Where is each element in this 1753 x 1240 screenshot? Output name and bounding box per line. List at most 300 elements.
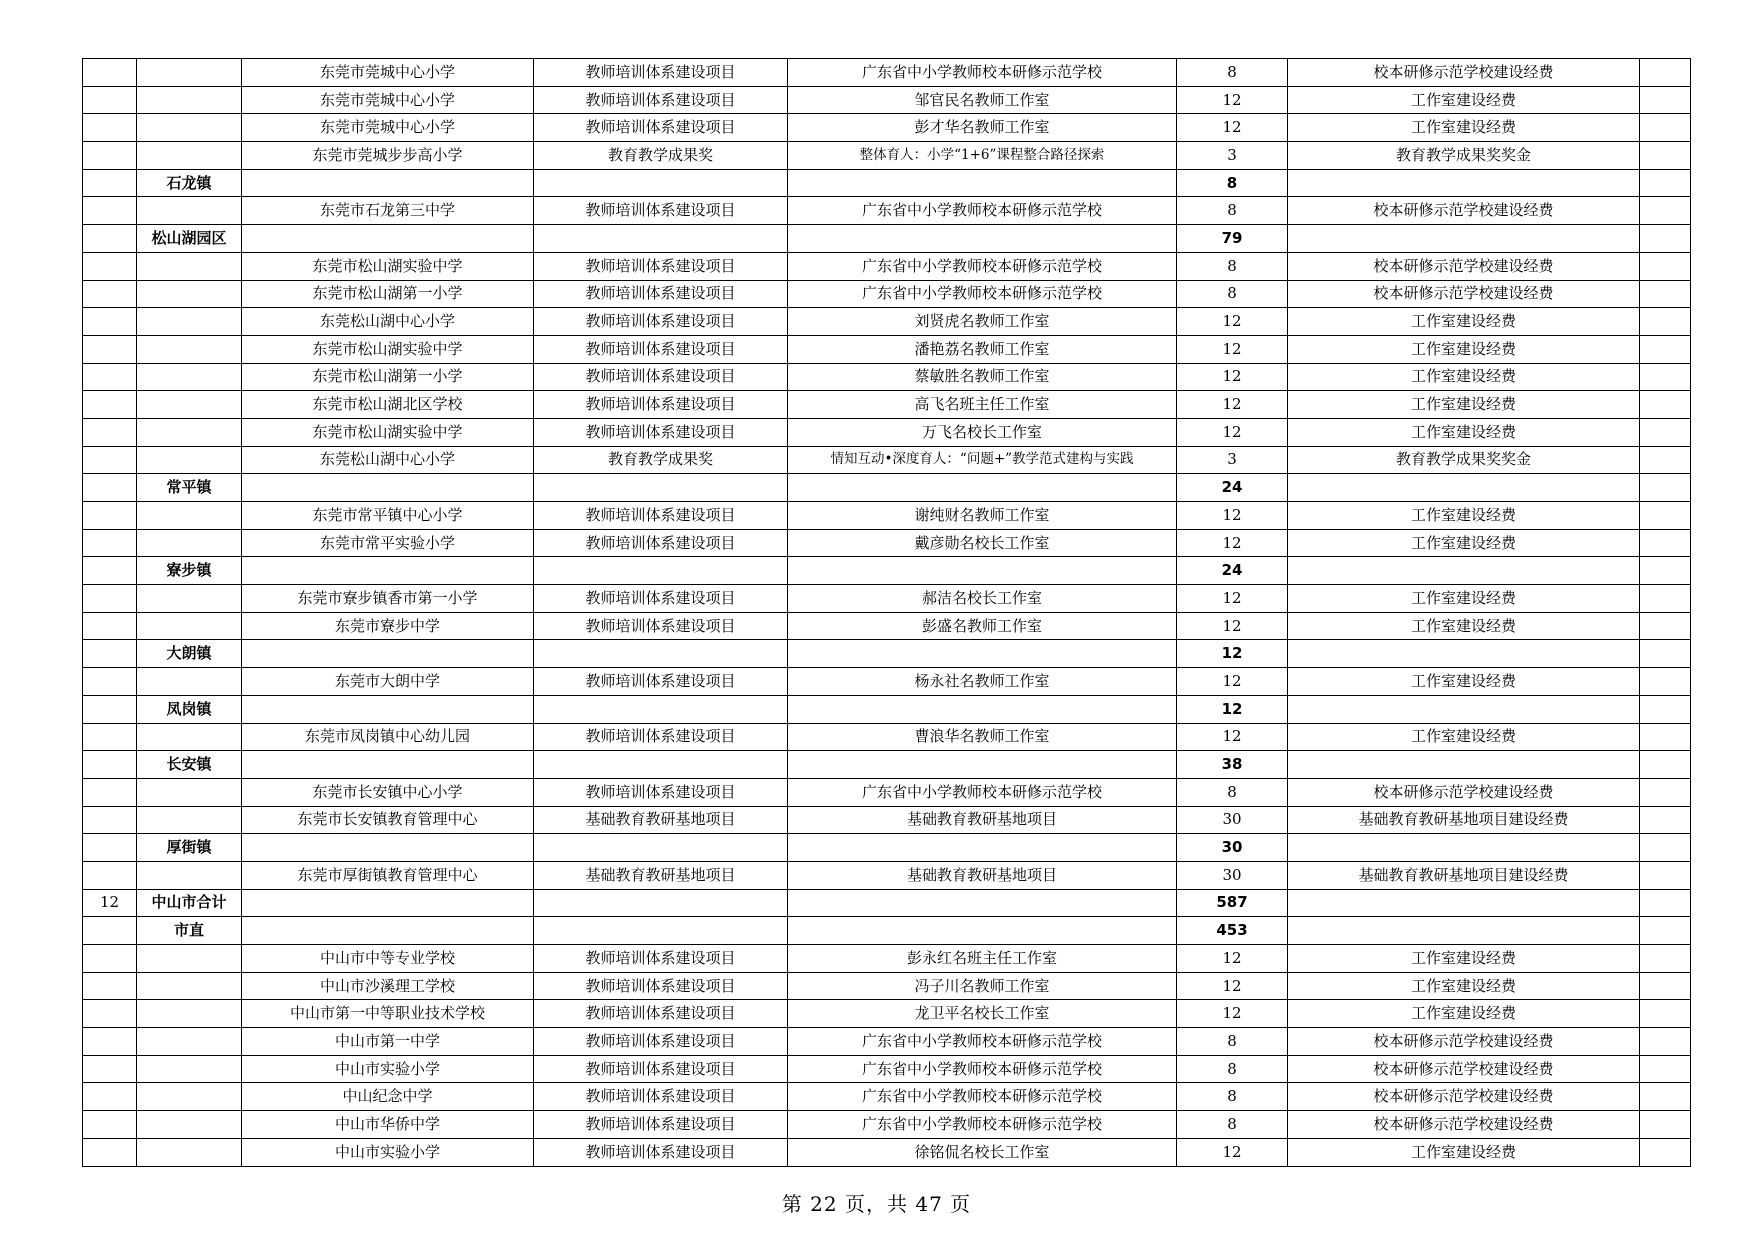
remark-cell: [1640, 225, 1691, 253]
table-row: [83, 945, 1691, 973]
project-type-cell: 教师培训体系建设项目: [534, 1111, 788, 1139]
table-row: [83, 86, 1691, 114]
amount-cell: 8: [1177, 1111, 1288, 1139]
table-row: [83, 585, 1691, 613]
project-name-cell: 徐铭侃名校长工作室: [788, 1138, 1177, 1166]
project-name-cell: [788, 557, 1177, 585]
school-cell: [242, 557, 534, 585]
region-cell: 石龙镇: [137, 169, 242, 197]
amount-cell: 8: [1177, 252, 1288, 280]
project-name-cell: [788, 640, 1177, 668]
project-type-cell: 基础教育教研基地项目: [534, 806, 788, 834]
school-cell: 中山市中等专业学校: [242, 945, 534, 973]
table-row: [83, 391, 1691, 419]
region-cell: [137, 1111, 242, 1139]
amount-cell: 30: [1177, 806, 1288, 834]
school-cell: 东莞市石龙第三中学: [242, 197, 534, 225]
project-type-cell: 教师培训体系建设项目: [534, 1055, 788, 1083]
seq-cell: [83, 197, 137, 225]
seq-cell: [83, 861, 137, 889]
table-row: [83, 1055, 1691, 1083]
region-cell: 寮步镇: [137, 557, 242, 585]
table-row: [83, 308, 1691, 336]
project-name-cell: 蔡敏胜名教师工作室: [788, 363, 1177, 391]
subtotal-row: [83, 169, 1691, 197]
project-type-cell: 教师培训体系建设项目: [534, 668, 788, 696]
subtotal-row: [83, 751, 1691, 779]
region-cell: [137, 1083, 242, 1111]
project-name-cell: 杨永社名教师工作室: [788, 668, 1177, 696]
table-row: [83, 197, 1691, 225]
fund-use-cell: 校本研修示范学校建设经费: [1288, 252, 1640, 280]
region-cell: [137, 972, 242, 1000]
project-type-cell: 教师培训体系建设项目: [534, 778, 788, 806]
seq-cell: [83, 252, 137, 280]
amount-cell: 12: [1177, 335, 1288, 363]
amount-cell: 12: [1177, 585, 1288, 613]
table-row: [83, 1111, 1691, 1139]
region-cell: [137, 585, 242, 613]
fund-use-cell: 校本研修示范学校建设经费: [1288, 778, 1640, 806]
fund-use-cell: [1288, 917, 1640, 945]
project-type-cell: 教师培训体系建设项目: [534, 585, 788, 613]
school-cell: [242, 225, 534, 253]
amount-cell: 8: [1177, 169, 1288, 197]
project-type-cell: 教师培训体系建设项目: [534, 335, 788, 363]
school-cell: 东莞市松山湖实验中学: [242, 252, 534, 280]
project-type-cell: [534, 640, 788, 668]
fund-use-cell: [1288, 169, 1640, 197]
region-cell: [137, 142, 242, 170]
amount-cell: 12: [1177, 668, 1288, 696]
amount-cell: 8: [1177, 1055, 1288, 1083]
region-cell: [137, 723, 242, 751]
school-cell: 中山市第一中等职业技术学校: [242, 1000, 534, 1028]
school-cell: [242, 834, 534, 862]
seq-cell: [83, 834, 137, 862]
region-cell: [137, 363, 242, 391]
school-cell: 东莞市松山湖第一小学: [242, 280, 534, 308]
project-name-cell: 冯子川名教师工作室: [788, 972, 1177, 1000]
table-row: [83, 363, 1691, 391]
project-type-cell: [534, 557, 788, 585]
table-row: [83, 1138, 1691, 1166]
fund-use-cell: 校本研修示范学校建设经费: [1288, 59, 1640, 87]
region-cell: [137, 806, 242, 834]
remark-cell: [1640, 86, 1691, 114]
remark-cell: [1640, 585, 1691, 613]
project-name-cell: [788, 751, 1177, 779]
seq-cell: [83, 86, 137, 114]
amount-cell: 12: [1177, 114, 1288, 142]
project-type-cell: 教师培训体系建设项目: [534, 418, 788, 446]
amount-cell: 12: [1177, 612, 1288, 640]
amount-cell: 30: [1177, 834, 1288, 862]
project-name-cell: 万飞名校长工作室: [788, 418, 1177, 446]
project-name-cell: 龙卫平名校长工作室: [788, 1000, 1177, 1028]
table-row: [83, 252, 1691, 280]
fund-use-cell: 工作室建设经费: [1288, 945, 1640, 973]
region-cell: 松山湖园区: [137, 225, 242, 253]
project-type-cell: [534, 474, 788, 502]
seq-cell: [83, 585, 137, 613]
amount-cell: 12: [1177, 308, 1288, 336]
school-cell: [242, 169, 534, 197]
amount-cell: 12: [1177, 972, 1288, 1000]
project-type-cell: [534, 695, 788, 723]
project-type-cell: [534, 917, 788, 945]
seq-cell: [83, 945, 137, 973]
seq-cell: [83, 557, 137, 585]
table-body: [83, 59, 1691, 1167]
region-cell: [137, 114, 242, 142]
amount-cell: 8: [1177, 1083, 1288, 1111]
project-type-cell: [534, 889, 788, 917]
project-type-cell: 教师培训体系建设项目: [534, 1083, 788, 1111]
fund-use-cell: 校本研修示范学校建设经费: [1288, 1111, 1640, 1139]
fund-use-cell: 工作室建设经费: [1288, 1000, 1640, 1028]
project-name-cell: 基础教育教研基地项目: [788, 806, 1177, 834]
seq-cell: [83, 363, 137, 391]
fund-use-cell: 工作室建设经费: [1288, 391, 1640, 419]
seq-cell: [83, 169, 137, 197]
region-cell: [137, 502, 242, 530]
region-cell: 大朗镇: [137, 640, 242, 668]
region-cell: [137, 668, 242, 696]
project-type-cell: 教师培训体系建设项目: [534, 1028, 788, 1056]
amount-cell: 453: [1177, 917, 1288, 945]
fund-use-cell: 工作室建设经费: [1288, 723, 1640, 751]
region-cell: [137, 1055, 242, 1083]
fund-use-cell: 工作室建设经费: [1288, 1138, 1640, 1166]
remark-cell: [1640, 917, 1691, 945]
fund-use-cell: 教育教学成果奖奖金: [1288, 446, 1640, 474]
remark-cell: [1640, 59, 1691, 87]
project-type-cell: [534, 169, 788, 197]
project-name-cell: 基础教育教研基地项目: [788, 861, 1177, 889]
region-cell: 长安镇: [137, 751, 242, 779]
fund-use-cell: [1288, 640, 1640, 668]
table-row: [83, 972, 1691, 1000]
project-type-cell: 教师培训体系建设项目: [534, 972, 788, 1000]
project-name-cell: 戴彦勋名校长工作室: [788, 529, 1177, 557]
seq-cell: [83, 308, 137, 336]
table-row: [83, 806, 1691, 834]
amount-cell: 12: [1177, 529, 1288, 557]
project-name-cell: [788, 474, 1177, 502]
subtotal-row: [83, 474, 1691, 502]
project-type-cell: 教师培训体系建设项目: [534, 723, 788, 751]
project-name-cell: 广东省中小学教师校本研修示范学校: [788, 1111, 1177, 1139]
region-cell: 中山市合计: [137, 889, 242, 917]
project-name-cell: 情知互动•深度育人：“问题+”教学范式建构与实践: [788, 446, 1177, 474]
project-type-cell: 教师培训体系建设项目: [534, 59, 788, 87]
seq-cell: [83, 446, 137, 474]
amount-cell: 12: [1177, 86, 1288, 114]
fund-use-cell: 工作室建设经费: [1288, 529, 1640, 557]
seq-cell: [83, 335, 137, 363]
school-cell: 东莞市常平实验小学: [242, 529, 534, 557]
project-type-cell: 基础教育教研基地项目: [534, 861, 788, 889]
table-row: [83, 59, 1691, 87]
project-name-cell: 彭永红名班主任工作室: [788, 945, 1177, 973]
subtotal-row: [83, 225, 1691, 253]
region-cell: [137, 529, 242, 557]
project-type-cell: 教育教学成果奖: [534, 446, 788, 474]
seq-cell: [83, 1138, 137, 1166]
region-cell: [137, 1028, 242, 1056]
remark-cell: [1640, 169, 1691, 197]
remark-cell: [1640, 529, 1691, 557]
fund-use-cell: 工作室建设经费: [1288, 612, 1640, 640]
region-cell: 凤岗镇: [137, 695, 242, 723]
region-cell: [137, 945, 242, 973]
school-cell: [242, 751, 534, 779]
remark-cell: [1640, 1083, 1691, 1111]
table-row: [83, 335, 1691, 363]
amount-cell: 12: [1177, 640, 1288, 668]
region-cell: [137, 1138, 242, 1166]
remark-cell: [1640, 391, 1691, 419]
remark-cell: [1640, 972, 1691, 1000]
project-name-cell: 广东省中小学教师校本研修示范学校: [788, 1083, 1177, 1111]
table-row: [83, 1028, 1691, 1056]
project-name-cell: [788, 695, 1177, 723]
amount-cell: 38: [1177, 751, 1288, 779]
school-cell: 东莞松山湖中心小学: [242, 308, 534, 336]
seq-cell: [83, 612, 137, 640]
school-cell: 东莞市莞城中心小学: [242, 59, 534, 87]
project-type-cell: 教师培训体系建设项目: [534, 1138, 788, 1166]
school-cell: 东莞市莞城中心小学: [242, 86, 534, 114]
seq-cell: [83, 1083, 137, 1111]
remark-cell: [1640, 418, 1691, 446]
remark-cell: [1640, 446, 1691, 474]
seq-cell: [83, 474, 137, 502]
school-cell: 东莞市厚街镇教育管理中心: [242, 861, 534, 889]
seq-cell: [83, 640, 137, 668]
school-cell: [242, 695, 534, 723]
school-cell: 中山市沙溪理工学校: [242, 972, 534, 1000]
table-row: [83, 1000, 1691, 1028]
amount-cell: 3: [1177, 446, 1288, 474]
region-cell: 厚街镇: [137, 834, 242, 862]
remark-cell: [1640, 252, 1691, 280]
region-cell: [137, 446, 242, 474]
seq-cell: [83, 723, 137, 751]
school-cell: 东莞市松山湖实验中学: [242, 335, 534, 363]
fund-use-cell: 工作室建设经费: [1288, 972, 1640, 1000]
remark-cell: [1640, 834, 1691, 862]
fund-use-cell: 工作室建设经费: [1288, 308, 1640, 336]
seq-cell: [83, 778, 137, 806]
school-cell: [242, 640, 534, 668]
remark-cell: [1640, 142, 1691, 170]
seq-cell: [83, 1000, 137, 1028]
fund-use-cell: 校本研修示范学校建设经费: [1288, 1083, 1640, 1111]
project-name-cell: [788, 917, 1177, 945]
project-name-cell: [788, 889, 1177, 917]
fund-use-cell: 工作室建设经费: [1288, 668, 1640, 696]
fund-use-cell: [1288, 225, 1640, 253]
school-cell: 东莞市寮步中学: [242, 612, 534, 640]
remark-cell: [1640, 1028, 1691, 1056]
school-cell: [242, 917, 534, 945]
region-cell: [137, 197, 242, 225]
fund-use-cell: 校本研修示范学校建设经费: [1288, 197, 1640, 225]
project-type-cell: 教师培训体系建设项目: [534, 945, 788, 973]
fund-use-cell: [1288, 751, 1640, 779]
project-type-cell: 教师培训体系建设项目: [534, 1000, 788, 1028]
amount-cell: 12: [1177, 502, 1288, 530]
school-cell: 东莞松山湖中心小学: [242, 446, 534, 474]
project-type-cell: 教师培训体系建设项目: [534, 612, 788, 640]
project-type-cell: 教师培训体系建设项目: [534, 502, 788, 530]
seq-cell: [83, 225, 137, 253]
table-row: [83, 446, 1691, 474]
region-cell: [137, 335, 242, 363]
project-type-cell: [534, 751, 788, 779]
subtotal-row: [83, 557, 1691, 585]
fund-use-cell: [1288, 889, 1640, 917]
amount-cell: 12: [1177, 1000, 1288, 1028]
project-type-cell: 教师培训体系建设项目: [534, 197, 788, 225]
seq-cell: [83, 391, 137, 419]
project-name-cell: 广东省中小学教师校本研修示范学校: [788, 1055, 1177, 1083]
seq-cell: 12: [83, 889, 137, 917]
amount-cell: 12: [1177, 695, 1288, 723]
funding-table: [82, 58, 1691, 1167]
region-cell: [137, 861, 242, 889]
remark-cell: [1640, 114, 1691, 142]
remark-cell: [1640, 502, 1691, 530]
fund-use-cell: [1288, 834, 1640, 862]
fund-use-cell: 教育教学成果奖奖金: [1288, 142, 1640, 170]
remark-cell: [1640, 778, 1691, 806]
school-cell: 东莞市莞城中心小学: [242, 114, 534, 142]
seq-cell: [83, 502, 137, 530]
project-name-cell: 广东省中小学教师校本研修示范学校: [788, 59, 1177, 87]
fund-use-cell: 工作室建设经费: [1288, 502, 1640, 530]
table-row: [83, 861, 1691, 889]
project-name-cell: 广东省中小学教师校本研修示范学校: [788, 252, 1177, 280]
region-cell: [137, 612, 242, 640]
amount-cell: 3: [1177, 142, 1288, 170]
project-type-cell: 教育教学成果奖: [534, 142, 788, 170]
subtotal-row: [83, 640, 1691, 668]
school-cell: 中山纪念中学: [242, 1083, 534, 1111]
fund-use-cell: 校本研修示范学校建设经费: [1288, 1055, 1640, 1083]
amount-cell: 8: [1177, 197, 1288, 225]
school-cell: 东莞市莞城步步高小学: [242, 142, 534, 170]
table-row: [83, 529, 1691, 557]
fund-use-cell: 工作室建设经费: [1288, 335, 1640, 363]
region-cell: 常平镇: [137, 474, 242, 502]
region-cell: [137, 391, 242, 419]
project-type-cell: 教师培训体系建设项目: [534, 363, 788, 391]
fund-use-cell: [1288, 695, 1640, 723]
amount-cell: 12: [1177, 418, 1288, 446]
school-cell: 东莞市松山湖北区学校: [242, 391, 534, 419]
project-name-cell: 高飞名班主任工作室: [788, 391, 1177, 419]
project-name-cell: 广东省中小学教师校本研修示范学校: [788, 280, 1177, 308]
seq-cell: [83, 529, 137, 557]
table-row: [83, 142, 1691, 170]
project-type-cell: 教师培训体系建设项目: [534, 529, 788, 557]
region-cell: [137, 86, 242, 114]
table-row: [83, 502, 1691, 530]
remark-cell: [1640, 1000, 1691, 1028]
school-cell: 东莞市松山湖实验中学: [242, 418, 534, 446]
project-type-cell: 教师培训体系建设项目: [534, 280, 788, 308]
project-type-cell: 教师培训体系建设项目: [534, 114, 788, 142]
project-type-cell: [534, 225, 788, 253]
seq-cell: [83, 972, 137, 1000]
project-name-cell: [788, 225, 1177, 253]
remark-cell: [1640, 695, 1691, 723]
page-footer: 第 22 页，共 47 页: [781, 1192, 972, 1216]
subtotal-row: [83, 834, 1691, 862]
region-cell: [137, 308, 242, 336]
table-row: [83, 280, 1691, 308]
remark-cell: [1640, 751, 1691, 779]
fund-use-cell: 工作室建设经费: [1288, 86, 1640, 114]
project-name-cell: 曹浪华名教师工作室: [788, 723, 1177, 751]
school-cell: [242, 889, 534, 917]
seq-cell: [83, 418, 137, 446]
region-cell: [137, 252, 242, 280]
remark-cell: [1640, 889, 1691, 917]
project-type-cell: 教师培训体系建设项目: [534, 86, 788, 114]
table-row: [83, 668, 1691, 696]
remark-cell: [1640, 668, 1691, 696]
table-row: [83, 1083, 1691, 1111]
project-name-cell: 彭盛名教师工作室: [788, 612, 1177, 640]
table-row: [83, 114, 1691, 142]
region-cell: [137, 778, 242, 806]
fund-use-cell: 工作室建设经费: [1288, 585, 1640, 613]
amount-cell: 587: [1177, 889, 1288, 917]
fund-use-cell: [1288, 557, 1640, 585]
project-name-cell: 整体育人：小学“1+6”课程整合路径探索: [788, 142, 1177, 170]
fund-use-cell: 基础教育教研基地项目建设经费: [1288, 861, 1640, 889]
fund-use-cell: 工作室建设经费: [1288, 114, 1640, 142]
region-cell: [137, 280, 242, 308]
school-cell: 东莞市寮步镇香市第一小学: [242, 585, 534, 613]
school-cell: 东莞市大朗中学: [242, 668, 534, 696]
seq-cell: [83, 668, 137, 696]
region-cell: [137, 418, 242, 446]
school-cell: 中山市第一中学: [242, 1028, 534, 1056]
amount-cell: 30: [1177, 861, 1288, 889]
remark-cell: [1640, 197, 1691, 225]
remark-cell: [1640, 723, 1691, 751]
project-name-cell: [788, 169, 1177, 197]
project-name-cell: 广东省中小学教师校本研修示范学校: [788, 778, 1177, 806]
amount-cell: 12: [1177, 363, 1288, 391]
remark-cell: [1640, 612, 1691, 640]
amount-cell: 8: [1177, 778, 1288, 806]
fund-use-cell: 工作室建设经费: [1288, 363, 1640, 391]
amount-cell: 12: [1177, 391, 1288, 419]
remark-cell: [1640, 308, 1691, 336]
seq-cell: [83, 1028, 137, 1056]
amount-cell: 79: [1177, 225, 1288, 253]
seq-cell: [83, 751, 137, 779]
seq-cell: [83, 114, 137, 142]
school-cell: 中山市华侨中学: [242, 1111, 534, 1139]
remark-cell: [1640, 945, 1691, 973]
